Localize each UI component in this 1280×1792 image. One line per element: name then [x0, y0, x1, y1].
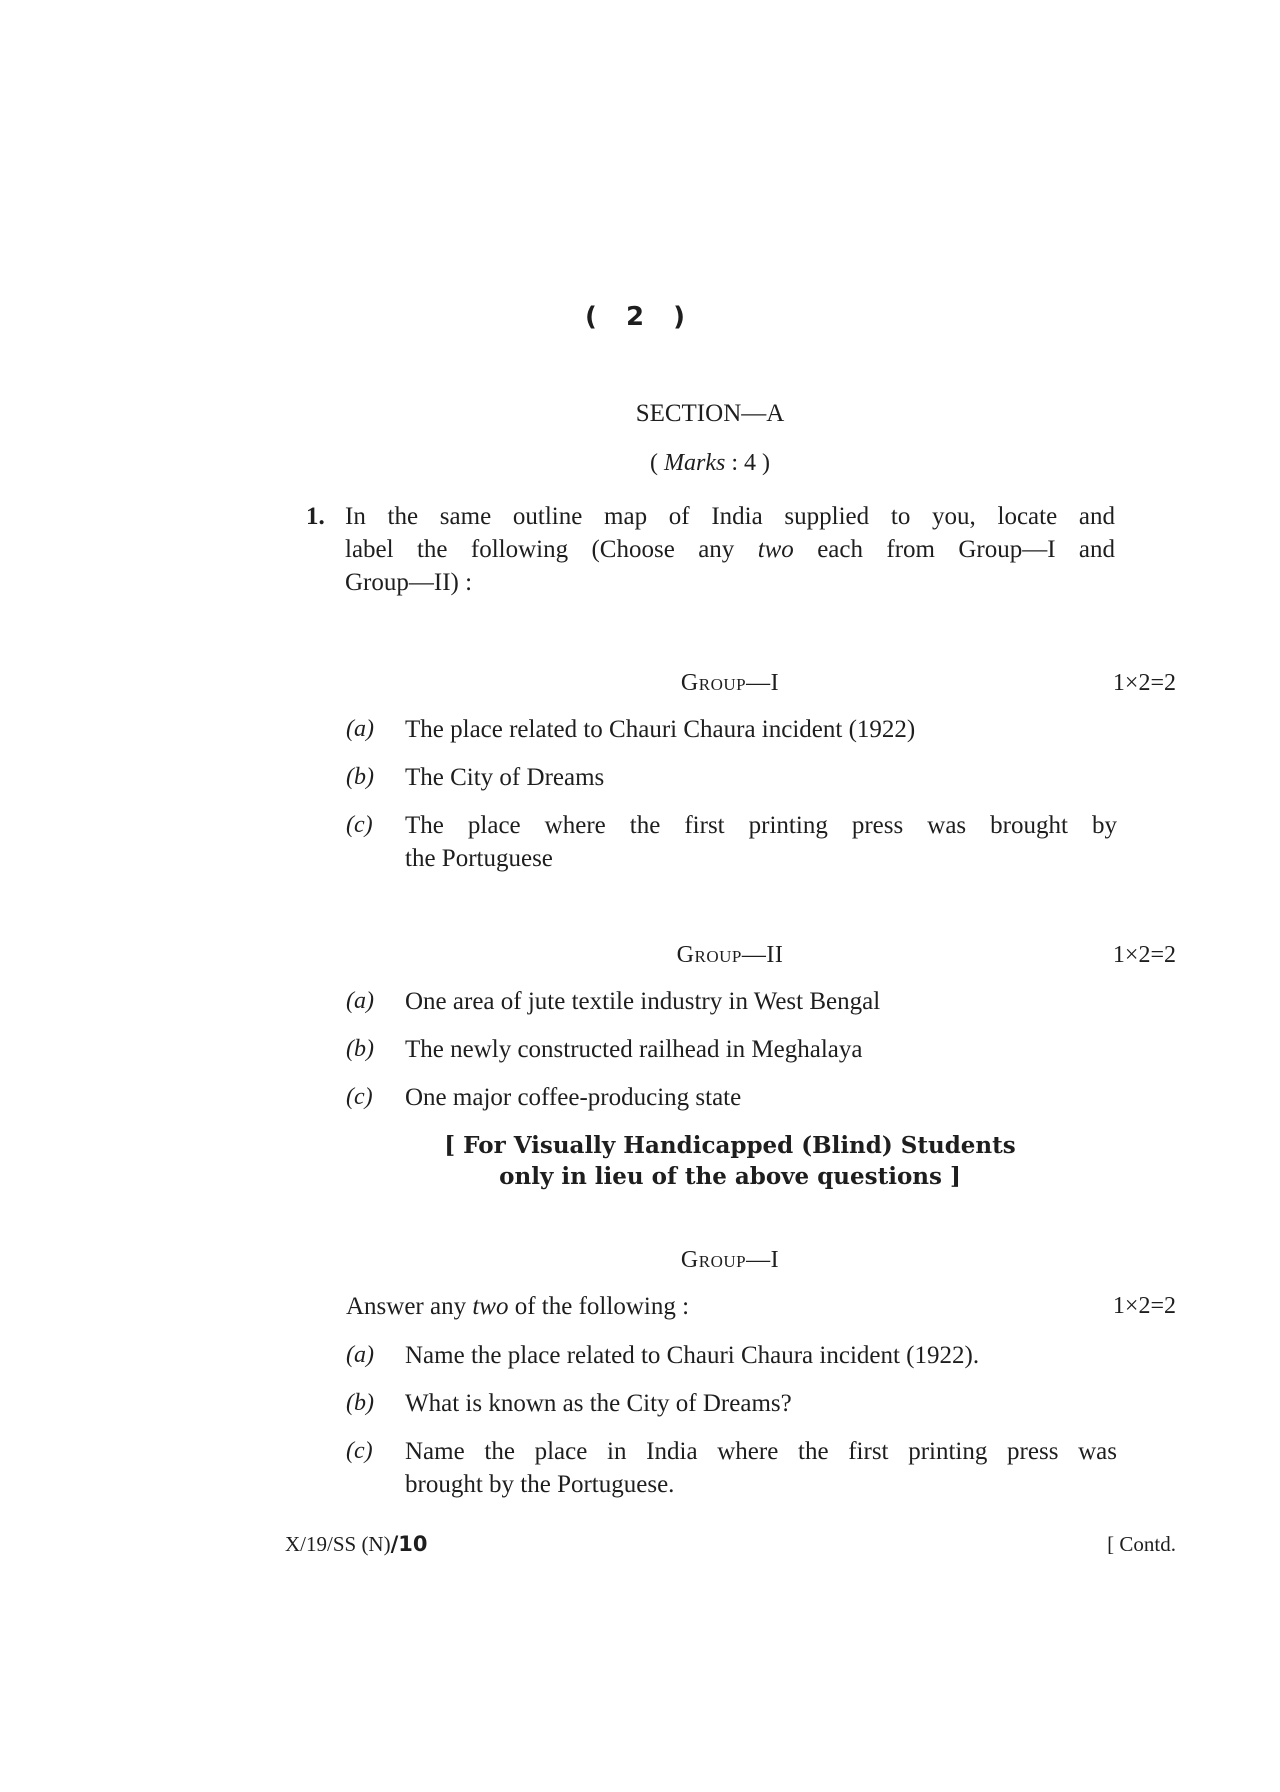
group-2-marks: 1×2=2	[1112, 942, 1176, 968]
question-text	[345, 500, 1115, 599]
group-2-item-a: One area of jute textile industry in West Bengal	[405, 988, 881, 1015]
blind-students-note	[380, 1130, 1080, 1192]
question-line-3: Group—II) :	[345, 569, 473, 596]
group-2-item-c: One major coffee-producing state	[405, 1084, 742, 1111]
question-line-1: In the same outline map of India supplied to you, locate and	[345, 503, 1115, 530]
group-1-title: Group—I	[680, 670, 780, 696]
emphasis-two: two	[757, 536, 794, 563]
marks-prefix: (	[650, 450, 664, 476]
question-line-2: label the following (Choose any two each from Group—I and	[345, 536, 1116, 563]
marks-sep: :	[725, 450, 744, 476]
blind-group-1-item-b-label: (b)	[346, 1390, 374, 1416]
blind-group-1-item-c-label: (c)	[346, 1438, 373, 1464]
section-title: SECTION—A	[635, 400, 785, 427]
marks-suffix: )	[756, 450, 770, 476]
section-marks	[560, 450, 860, 477]
group-2-item-b: The newly constructed railhead in Meghalaya	[405, 1036, 863, 1063]
continued-note: [ Contd.	[1107, 1532, 1176, 1556]
marks-value: 4	[744, 450, 756, 476]
blind-group-1-instruction: Answer any two of the following :	[346, 1293, 690, 1320]
page-number: ( 2 )	[585, 302, 695, 332]
group-1-item-a-label: (a)	[346, 716, 374, 742]
paper-code: X/19/SS (N)/10	[285, 1532, 428, 1556]
blind-group-1-item-a-label: (a)	[346, 1342, 374, 1368]
blind-note-line-1: [ For Visually Handicapped (Blind) Students	[444, 1132, 1016, 1159]
blind-group-1-title: Group—I	[680, 1247, 780, 1273]
group-1-item-c-label: (c)	[346, 812, 373, 838]
question-number: 1.	[306, 503, 325, 530]
marks-label: Marks	[664, 450, 726, 476]
group-1-item-c: The place where the first printing press was brought by the Portuguese	[405, 812, 1117, 872]
group-1-item-a: The place related to Chauri Chaura incident (1922)	[405, 716, 916, 743]
blind-group-1-item-a: Name the place related to Chauri Chaura incident (1922).	[405, 1342, 980, 1369]
group-1-marks: 1×2=2	[1112, 670, 1176, 696]
group-1-item-b: The City of Dreams	[405, 764, 605, 791]
blind-group-1-item-c: Name the place in India where the first printing press was brought by the Portuguese.	[405, 1438, 1117, 1498]
group-2-item-a-label: (a)	[346, 988, 374, 1014]
group-2-title: Group—II	[676, 942, 784, 968]
group-1-item-b-label: (b)	[346, 764, 374, 790]
emphasis-two: two	[472, 1293, 509, 1320]
blind-group-1-item-b: What is known as the City of Dreams?	[405, 1390, 792, 1417]
paper-code-suffix: /10	[390, 1532, 428, 1556]
blind-note-line-2: only in lieu of the above questions ]	[499, 1163, 961, 1190]
group-2-item-c-label: (c)	[346, 1084, 373, 1110]
blind-group-1-marks: 1×2=2	[1112, 1293, 1176, 1319]
group-2-item-b-label: (b)	[346, 1036, 374, 1062]
